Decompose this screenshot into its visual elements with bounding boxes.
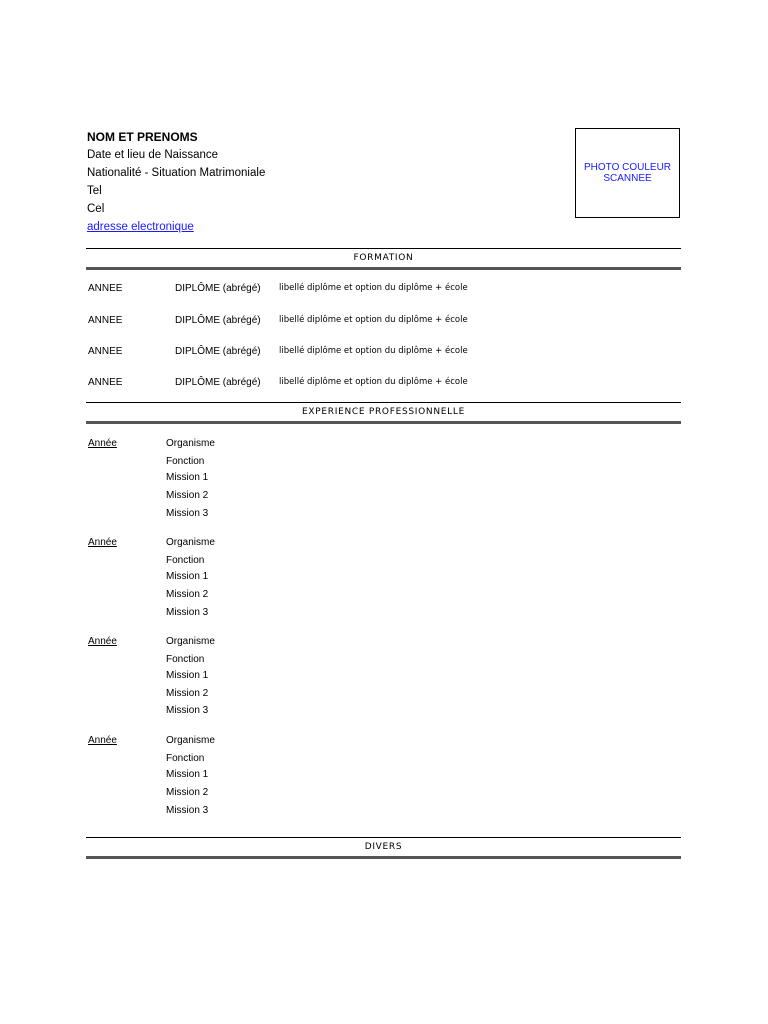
candidate-name: NOM ET PRENOMS [87, 130, 198, 144]
experience-year: Année [88, 735, 117, 746]
experience-mission: Mission 1 [166, 769, 209, 780]
experience-mission: Mission 2 [166, 787, 209, 798]
formation-year: ANNEE [88, 315, 123, 326]
divider [86, 267, 681, 270]
formation-diploma: DIPLÔME (abrégé) [175, 377, 261, 388]
divers-header [86, 837, 681, 859]
divider [86, 421, 681, 424]
formation-label: libellé diplôme et option du diplôme + école [279, 315, 468, 325]
formation-year: ANNEE [88, 377, 123, 388]
nationality-status: Nationalité - Situation Matrimoniale [87, 167, 266, 179]
experience-year: Année [88, 438, 117, 449]
photo-label-line2: SCANNEE [603, 173, 652, 184]
photo-placeholder [575, 128, 680, 218]
experience-year: Année [88, 636, 117, 647]
experience-organisme: Organisme [166, 735, 215, 746]
formation-label: libellé diplôme et option du diplôme + école [279, 377, 468, 387]
formation-diploma: DIPLÔME (abrégé) [175, 283, 261, 294]
divider [86, 248, 681, 249]
experience-fonction: Fonction [166, 555, 205, 566]
experience-organisme: Organisme [166, 537, 215, 548]
divider [86, 402, 681, 403]
experience-mission: Mission 1 [166, 571, 209, 582]
experience-header [86, 402, 681, 424]
mobile: Cel [87, 203, 105, 215]
experience-mission: Mission 3 [166, 607, 209, 618]
formation-label: libellé diplôme et option du diplôme + école [279, 346, 468, 356]
experience-organisme: Organisme [166, 636, 215, 647]
experience-mission: Mission 3 [166, 805, 209, 816]
phone: Tel [87, 185, 102, 197]
experience-mission: Mission 3 [166, 508, 209, 519]
divider [86, 837, 681, 838]
photo-label-line1: PHOTO COULEUR [583, 162, 672, 173]
formation-year: ANNEE [88, 283, 123, 294]
experience-mission: Mission 1 [166, 472, 209, 483]
experience-year: Année [88, 537, 117, 548]
formation-diploma: DIPLÔME (abrégé) [175, 346, 261, 357]
formation-diploma: DIPLÔME (abrégé) [175, 315, 261, 326]
experience-mission: Mission 2 [166, 589, 209, 600]
email-link[interactable]: adresse electronique [87, 221, 194, 233]
formation-title: FORMATION [353, 253, 414, 263]
experience-mission: Mission 1 [166, 670, 209, 681]
experience-fonction: Fonction [166, 654, 205, 665]
experience-title: EXPERIENCE PROFESSIONNELLE [302, 407, 465, 417]
experience-mission: Mission 3 [166, 705, 209, 716]
divers-title: DIVERS [364, 842, 403, 852]
formation-header [86, 248, 681, 270]
formation-year: ANNEE [88, 346, 123, 357]
experience-fonction: Fonction [166, 456, 205, 467]
formation-label: libellé diplôme et option du diplôme + école [279, 283, 468, 293]
experience-mission: Mission 2 [166, 688, 209, 699]
birth-info: Date et lieu de Naissance [87, 149, 219, 161]
experience-organisme: Organisme [166, 438, 215, 449]
experience-fonction: Fonction [166, 753, 205, 764]
experience-mission: Mission 2 [166, 490, 209, 501]
divider [86, 856, 681, 859]
